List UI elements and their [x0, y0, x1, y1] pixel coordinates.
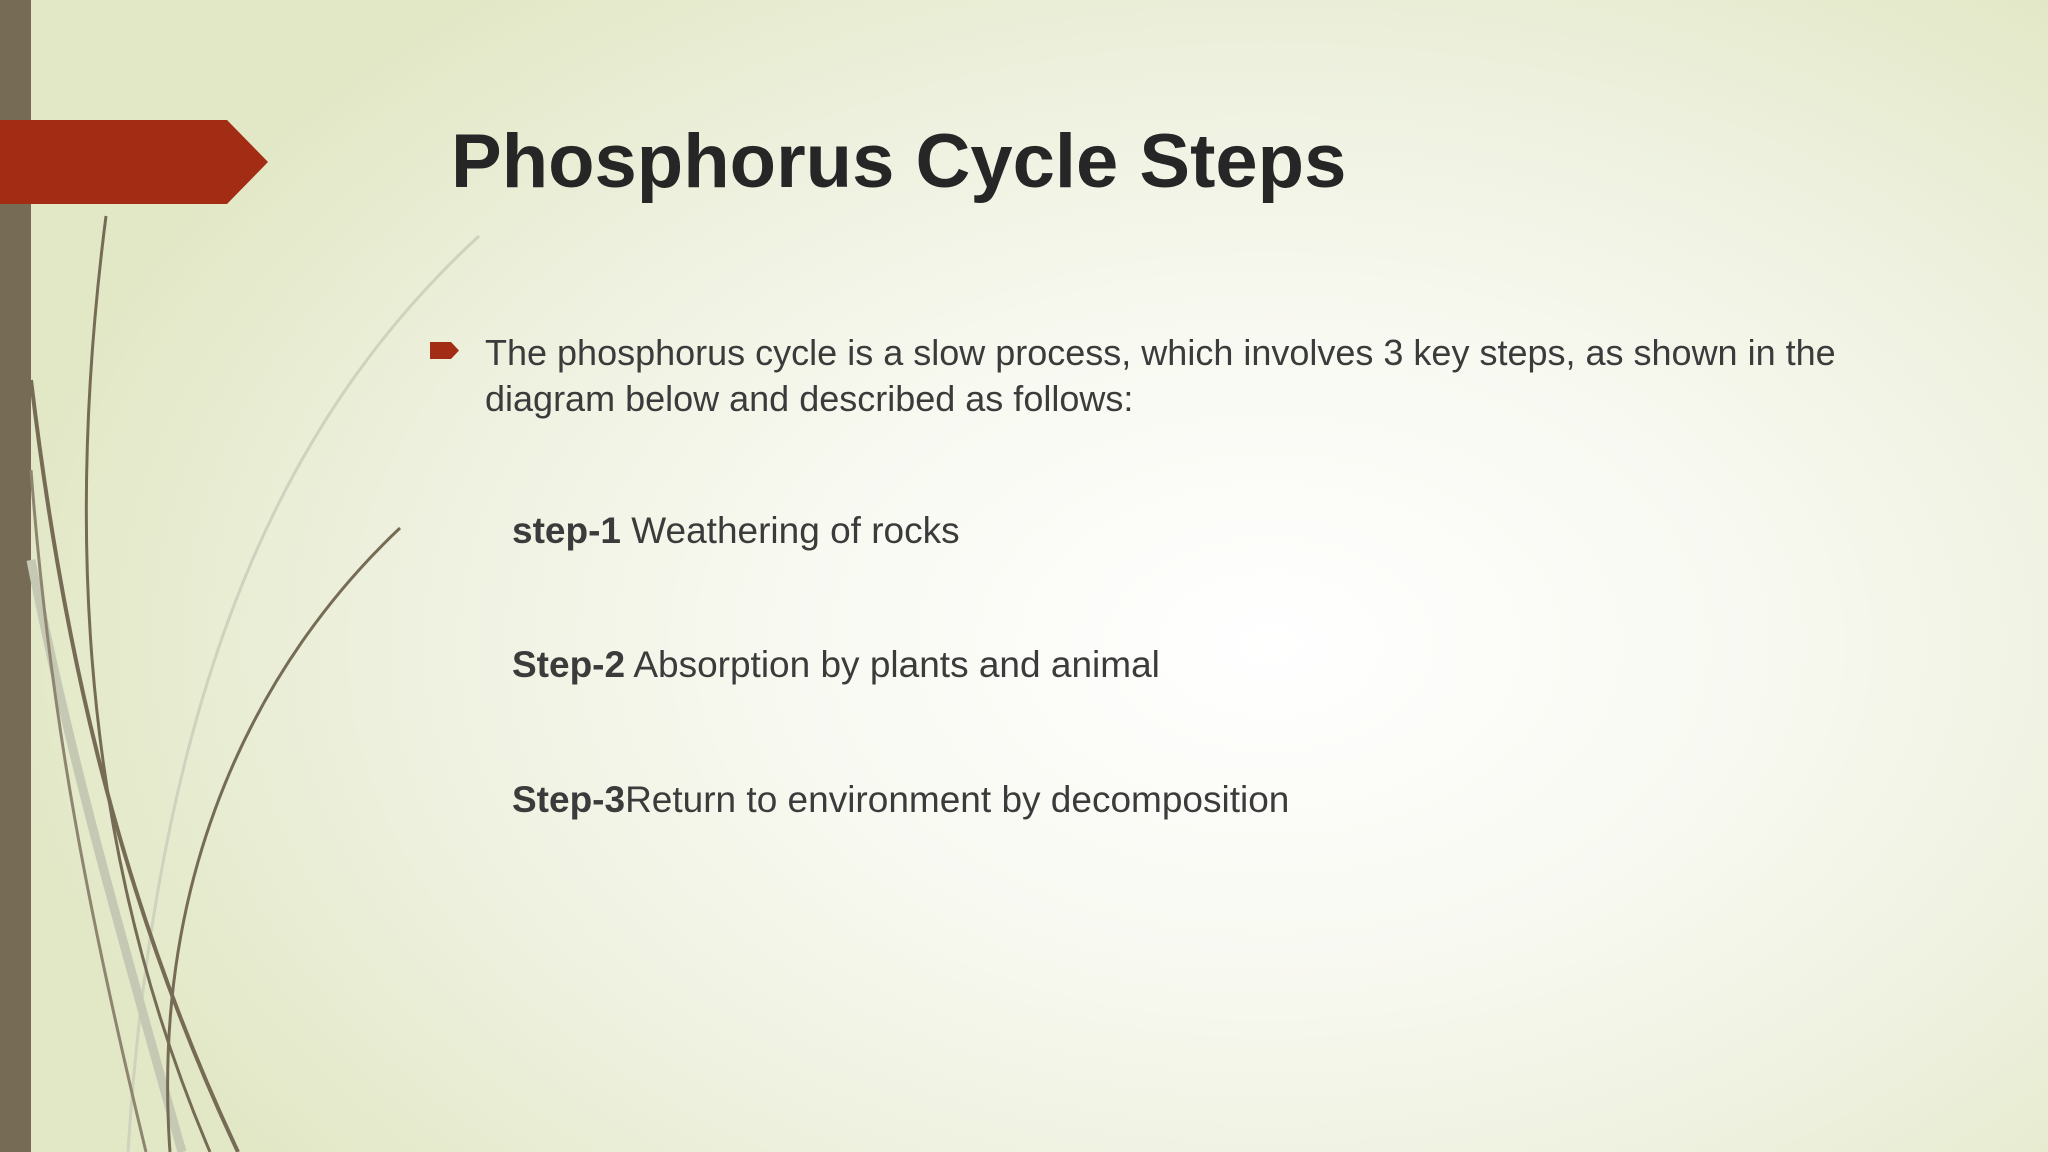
step-text: Absorption by plants and animal [625, 644, 1160, 685]
dark-curve-2 [31, 380, 238, 1152]
step-label: Step-2 [512, 644, 626, 685]
intro-text: The phosphorus cycle is a slow process, which involves 3 key steps, as shown in the diagram below and described as follows: [485, 332, 1836, 419]
step-item-2 [512, 642, 1160, 688]
dark-curve-1 [86, 216, 210, 1152]
title-arrow-shape [0, 120, 268, 204]
step-text: Return to environment by decomposition [625, 779, 1290, 820]
step-label: step-1 [512, 510, 621, 551]
slide-title: Phosphorus Cycle Steps [451, 119, 1347, 204]
step-label: Step-3 [512, 779, 626, 820]
pale-curve-2 [31, 560, 182, 1152]
step-item-1 [512, 508, 960, 554]
step-item-3 [512, 777, 1289, 823]
dark-curve-3 [168, 528, 400, 1152]
arrow-bullet-icon [430, 342, 459, 359]
step-text: Weathering of rocks [620, 510, 960, 551]
